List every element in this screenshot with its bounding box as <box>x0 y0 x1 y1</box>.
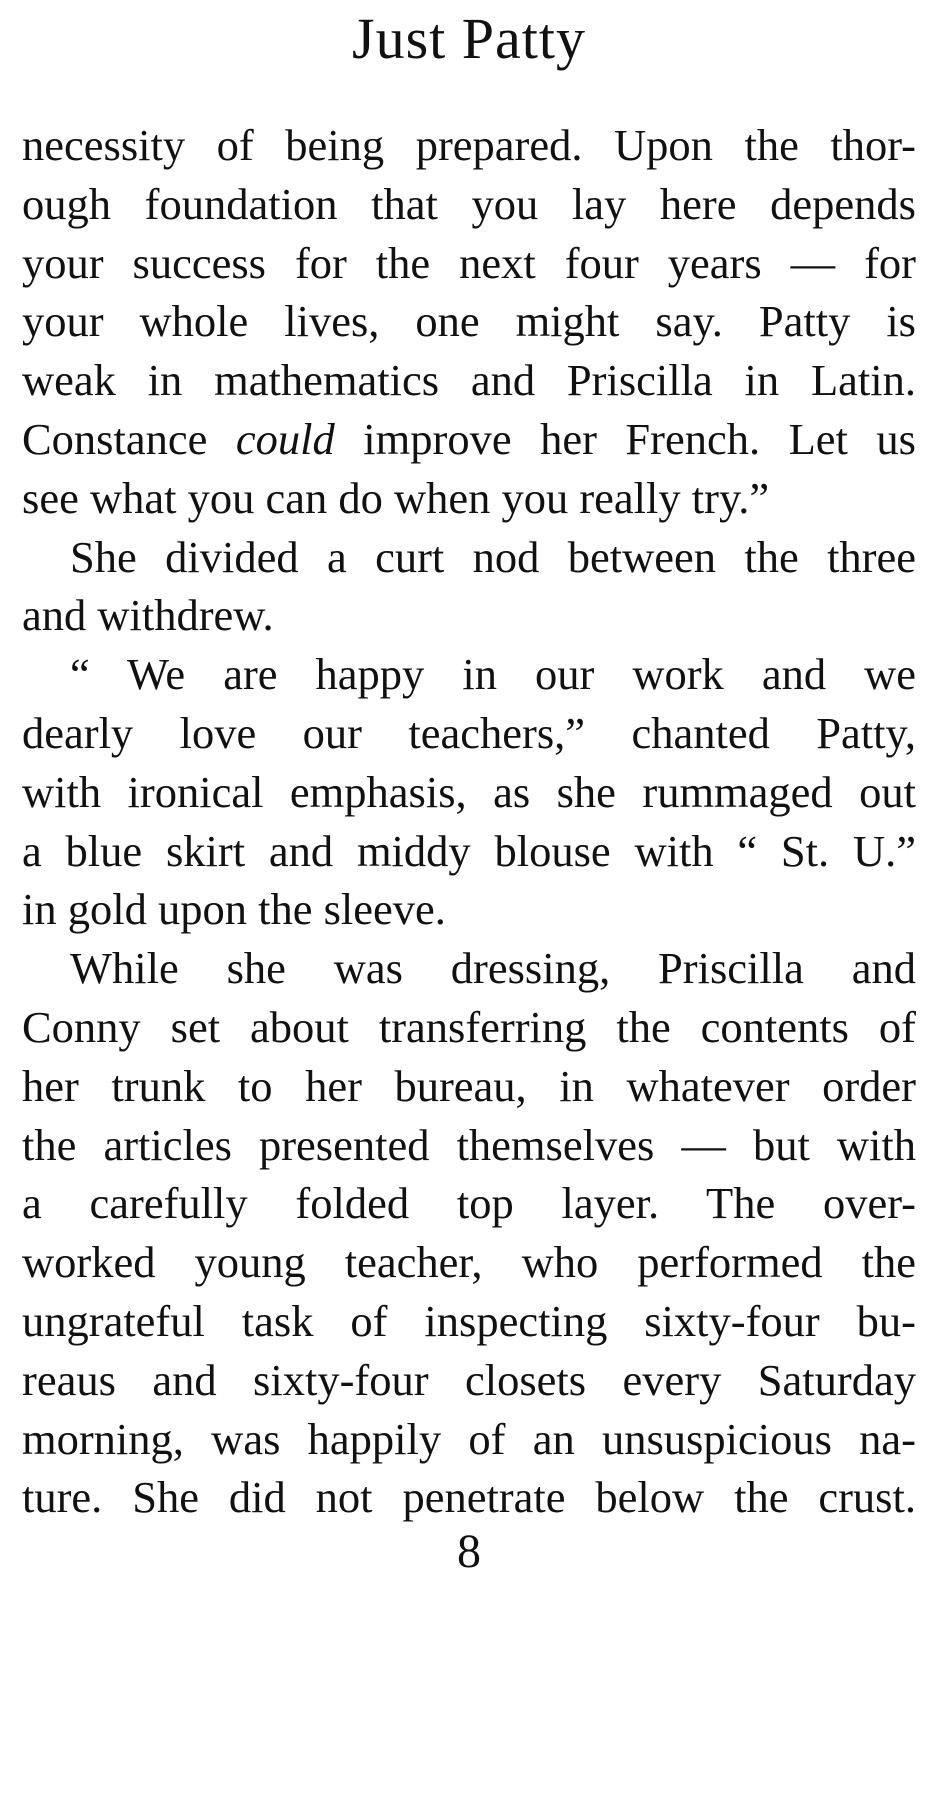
text-line: a carefully folded top layer. The over- <box>22 1178 916 1229</box>
body-text <box>22 116 916 1527</box>
text-run: Constance <box>22 413 236 464</box>
text-line: her trunk to her bureau, in whatever order <box>22 1060 916 1111</box>
running-head: Just Patty <box>352 6 586 71</box>
text-line: ture. She did not penetrate below the crust. <box>22 1472 916 1523</box>
text-line: your whole lives, one might say. Patty is <box>22 296 916 347</box>
text-line: and withdrew. <box>22 590 274 641</box>
text-line: a blue skirt and middy blouse with “ St. U.” <box>22 825 916 876</box>
text-line: “ We are happy in our work and we <box>70 649 916 700</box>
text-line <box>22 410 916 469</box>
italic-emphasis: could <box>235 413 335 464</box>
text-line: see what you can do when you really try.” <box>22 472 770 523</box>
text-line: While she was dressing, Priscilla and <box>70 943 916 994</box>
text-line: dearly love our teachers,” chanted Patty, <box>22 707 916 758</box>
text-line: Conny set about transferring the contents of <box>22 1001 916 1052</box>
text-line: ough foundation that you lay here depends <box>22 178 916 229</box>
text-line: ungrateful task of inspecting sixty-four bu- <box>22 1295 916 1346</box>
text-line: your success for the next four years — for <box>22 237 916 288</box>
text-line: morning, was happily of an unsuspicious na- <box>22 1413 916 1464</box>
text-line: She divided a curt nod between the three <box>70 531 916 582</box>
text-line: in gold upon the sleeve. <box>22 884 446 935</box>
page-number: 8 <box>457 1525 481 1578</box>
text-line: with ironical emphasis, as she rummaged out <box>22 766 916 817</box>
text-line: the articles presented themselves — but with <box>22 1119 916 1170</box>
text-line: necessity of being prepared. Upon the thor- <box>22 120 916 170</box>
text-run: improve her French. Let us <box>334 413 916 464</box>
text-line: worked young teacher, who performed the <box>22 1237 916 1288</box>
text-line: reaus and sixty-four closets every Saturday <box>22 1354 916 1405</box>
text-line: weak in mathematics and Priscilla in Latin. <box>22 355 916 406</box>
